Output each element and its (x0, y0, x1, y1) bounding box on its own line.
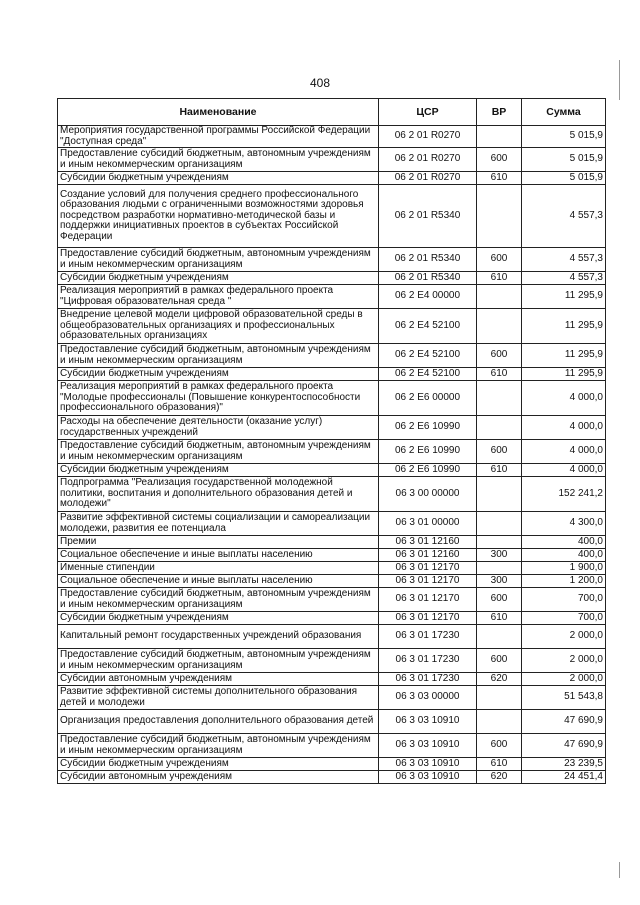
cell-name: Внедрение целевой модели цифровой образовательной среды в общеобразовательных организациях и профессиональных образовательных организациях (58, 309, 379, 344)
cell-name: Социальное обеспечение и иные выплаты населению (58, 549, 379, 562)
cell-csr: 06 3 01 17230 (379, 673, 477, 686)
cell-csr: 06 2 01 R0270 (379, 126, 477, 148)
cell-csr: 06 3 01 12170 (379, 588, 477, 612)
table-row (58, 185, 606, 248)
cell-vr (477, 285, 522, 309)
cell-vr (477, 126, 522, 148)
cell-sum: 4 300,0 (522, 512, 606, 536)
cell-csr: 06 2 01 R5340 (379, 272, 477, 285)
table-row (58, 673, 606, 686)
cell-sum: 47 690,9 (522, 710, 606, 734)
cell-name: Субсидии бюджетным учреждениям (58, 368, 379, 381)
cell-csr: 06 3 01 17230 (379, 625, 477, 649)
cell-sum: 4 557,3 (522, 248, 606, 272)
table-row (58, 536, 606, 549)
cell-name: Организация предоставления дополнительного образования детей (58, 710, 379, 734)
cell-csr: 06 3 00 00000 (379, 477, 477, 512)
cell-name: Субсидии автономным учреждениям (58, 673, 379, 686)
cell-csr: 06 2 01 R0270 (379, 148, 477, 172)
table-row (58, 562, 606, 575)
cell-csr: 06 2 E6 10990 (379, 416, 477, 440)
cell-vr: 600 (477, 440, 522, 464)
cell-sum: 5 015,9 (522, 126, 606, 148)
cell-csr: 06 2 E4 52100 (379, 368, 477, 381)
table-row (58, 734, 606, 758)
cell-vr (477, 185, 522, 248)
table-row (58, 344, 606, 368)
header-vr: ВР (477, 99, 522, 126)
table-row (58, 477, 606, 512)
cell-sum: 24 451,4 (522, 771, 606, 784)
table-row (58, 464, 606, 477)
table-row (58, 625, 606, 649)
cell-sum: 4 557,3 (522, 185, 606, 248)
cell-sum: 51 543,8 (522, 686, 606, 710)
cell-name: Реализация мероприятий в рамках федерального проекта "Цифровая образовательная среда " (58, 285, 379, 309)
table-row (58, 368, 606, 381)
table-row (58, 440, 606, 464)
cell-vr: 600 (477, 248, 522, 272)
cell-sum: 4 000,0 (522, 440, 606, 464)
cell-vr: 600 (477, 649, 522, 673)
table-row (58, 549, 606, 562)
cell-sum: 5 015,9 (522, 148, 606, 172)
cell-sum: 11 295,9 (522, 344, 606, 368)
cell-csr: 06 2 E4 52100 (379, 344, 477, 368)
table-row (58, 512, 606, 536)
table-row (58, 126, 606, 148)
table-body (58, 126, 606, 784)
cell-vr: 300 (477, 575, 522, 588)
cell-csr: 06 2 E6 00000 (379, 381, 477, 416)
cell-csr: 06 3 03 10910 (379, 758, 477, 771)
cell-name: Социальное обеспечение и иные выплаты населению (58, 575, 379, 588)
cell-csr: 06 3 03 10910 (379, 771, 477, 784)
cell-name: Предоставление субсидий бюджетным, автономным учреждениям и иным некоммерческим организациям (58, 734, 379, 758)
cell-vr (477, 686, 522, 710)
cell-csr: 06 3 03 10910 (379, 710, 477, 734)
cell-name: Развитие эффективной системы дополнительного образования детей и молодежи (58, 686, 379, 710)
cell-name: Субсидии бюджетным учреждениям (58, 172, 379, 185)
table-row (58, 686, 606, 710)
cell-vr (477, 416, 522, 440)
cell-vr: 620 (477, 673, 522, 686)
table-row (58, 771, 606, 784)
cell-csr: 06 3 03 10910 (379, 734, 477, 758)
cell-sum: 1 900,0 (522, 562, 606, 575)
cell-name: Подпрограмма "Реализация государственной молодежной политики, воспитания и дополнительного образования детей и молодежи" (58, 477, 379, 512)
cell-name: Расходы на обеспечение деятельности (оказание услуг) государственных учреждений (58, 416, 379, 440)
table-row (58, 272, 606, 285)
cell-vr: 600 (477, 588, 522, 612)
cell-vr (477, 477, 522, 512)
cell-vr: 600 (477, 734, 522, 758)
cell-name: Предоставление субсидий бюджетным, автономным учреждениям и иным некоммерческим организациям (58, 148, 379, 172)
cell-csr: 06 2 E6 10990 (379, 440, 477, 464)
cell-vr: 610 (477, 368, 522, 381)
cell-name: Субсидии бюджетным учреждениям (58, 464, 379, 477)
cell-sum: 11 295,9 (522, 285, 606, 309)
cell-sum: 4 000,0 (522, 381, 606, 416)
cell-name: Создание условий для получения среднего профессионального образования людьми с ограниченными возможностями здоровья посредством разработки нормативно-методической базы и поддержки инициативных проектов в субъектах Российской Федерации (58, 185, 379, 248)
cell-sum: 4 557,3 (522, 272, 606, 285)
cell-name: Именные стипендии (58, 562, 379, 575)
table-row (58, 309, 606, 344)
cell-vr: 620 (477, 771, 522, 784)
table-row (58, 612, 606, 625)
cell-sum: 1 200,0 (522, 575, 606, 588)
table-header (58, 99, 606, 126)
cell-sum: 2 000,0 (522, 649, 606, 673)
cell-name: Мероприятия государственной программы Российской Федерации "Доступная среда" (58, 126, 379, 148)
cell-name: Развитие эффективной системы социализации и самореализации молодежи, развития ее потенциала (58, 512, 379, 536)
cell-name: Реализация мероприятий в рамках федерального проекта "Молодые профессионалы (Повышение конкурентоспособности профессионального образования)" (58, 381, 379, 416)
cell-csr: 06 3 01 17230 (379, 649, 477, 673)
cell-vr (477, 710, 522, 734)
cell-name: Предоставление субсидий бюджетным, автономным учреждениям и иным некоммерческим организациям (58, 649, 379, 673)
table-row (58, 575, 606, 588)
cell-sum: 400,0 (522, 536, 606, 549)
cell-csr: 06 3 01 12160 (379, 536, 477, 549)
cell-sum: 11 295,9 (522, 368, 606, 381)
table-row (58, 649, 606, 673)
cell-vr (477, 309, 522, 344)
cell-sum: 4 000,0 (522, 416, 606, 440)
header-name: Наименование (58, 99, 379, 126)
cell-vr (477, 625, 522, 649)
cell-name: Субсидии бюджетным учреждениям (58, 612, 379, 625)
cell-csr: 06 3 01 12170 (379, 575, 477, 588)
cell-sum: 11 295,9 (522, 309, 606, 344)
cell-csr: 06 2 01 R0270 (379, 172, 477, 185)
cell-sum: 47 690,9 (522, 734, 606, 758)
cell-vr: 610 (477, 612, 522, 625)
cell-csr: 06 3 03 00000 (379, 686, 477, 710)
cell-vr: 300 (477, 549, 522, 562)
cell-vr: 610 (477, 172, 522, 185)
cell-vr (477, 536, 522, 549)
cell-sum: 2 000,0 (522, 625, 606, 649)
cell-sum: 4 000,0 (522, 464, 606, 477)
cell-csr: 06 2 E6 10990 (379, 464, 477, 477)
cell-name: Предоставление субсидий бюджетным, автономным учреждениям и иным некоммерческим организациям (58, 344, 379, 368)
cell-vr (477, 562, 522, 575)
cell-csr: 06 2 E4 52100 (379, 309, 477, 344)
cell-vr: 600 (477, 148, 522, 172)
cell-csr: 06 3 01 12170 (379, 562, 477, 575)
table-row (58, 148, 606, 172)
cell-csr: 06 3 01 12170 (379, 612, 477, 625)
scan-edge-mark (619, 862, 620, 878)
table-row (58, 381, 606, 416)
cell-name: Субсидии бюджетным учреждениям (58, 758, 379, 771)
cell-name: Предоставление субсидий бюджетным, автономным учреждениям и иным некоммерческим организациям (58, 588, 379, 612)
header-csr: ЦСР (379, 99, 477, 126)
cell-csr: 06 3 01 12160 (379, 549, 477, 562)
cell-vr: 610 (477, 464, 522, 477)
cell-sum: 5 015,9 (522, 172, 606, 185)
page-number: 408 (309, 76, 331, 90)
cell-sum: 700,0 (522, 588, 606, 612)
table-row (58, 758, 606, 771)
cell-vr (477, 381, 522, 416)
cell-csr: 06 3 01 00000 (379, 512, 477, 536)
cell-csr: 06 2 E4 00000 (379, 285, 477, 309)
cell-sum: 700,0 (522, 612, 606, 625)
cell-name: Капитальный ремонт государственных учреждений образования (58, 625, 379, 649)
cell-vr (477, 512, 522, 536)
cell-csr: 06 2 01 R5340 (379, 185, 477, 248)
cell-sum: 23 239,5 (522, 758, 606, 771)
table-row (58, 416, 606, 440)
cell-sum: 152 241,2 (522, 477, 606, 512)
table-row (58, 285, 606, 309)
cell-vr: 610 (477, 758, 522, 771)
header-sum: Сумма (522, 99, 606, 126)
budget-table (57, 98, 606, 784)
table-row (58, 172, 606, 185)
cell-name: Премии (58, 536, 379, 549)
table-row (58, 710, 606, 734)
cell-sum: 2 000,0 (522, 673, 606, 686)
cell-sum: 400,0 (522, 549, 606, 562)
cell-vr: 610 (477, 272, 522, 285)
cell-name: Предоставление субсидий бюджетным, автономным учреждениям и иным некоммерческим организациям (58, 248, 379, 272)
cell-name: Предоставление субсидий бюджетным, автономным учреждениям и иным некоммерческим организациям (58, 440, 379, 464)
table-row (58, 248, 606, 272)
scan-edge-mark (619, 60, 620, 100)
cell-name: Субсидии бюджетным учреждениям (58, 272, 379, 285)
cell-name: Субсидии автономным учреждениям (58, 771, 379, 784)
table-row (58, 588, 606, 612)
cell-csr: 06 2 01 R5340 (379, 248, 477, 272)
cell-vr: 600 (477, 344, 522, 368)
